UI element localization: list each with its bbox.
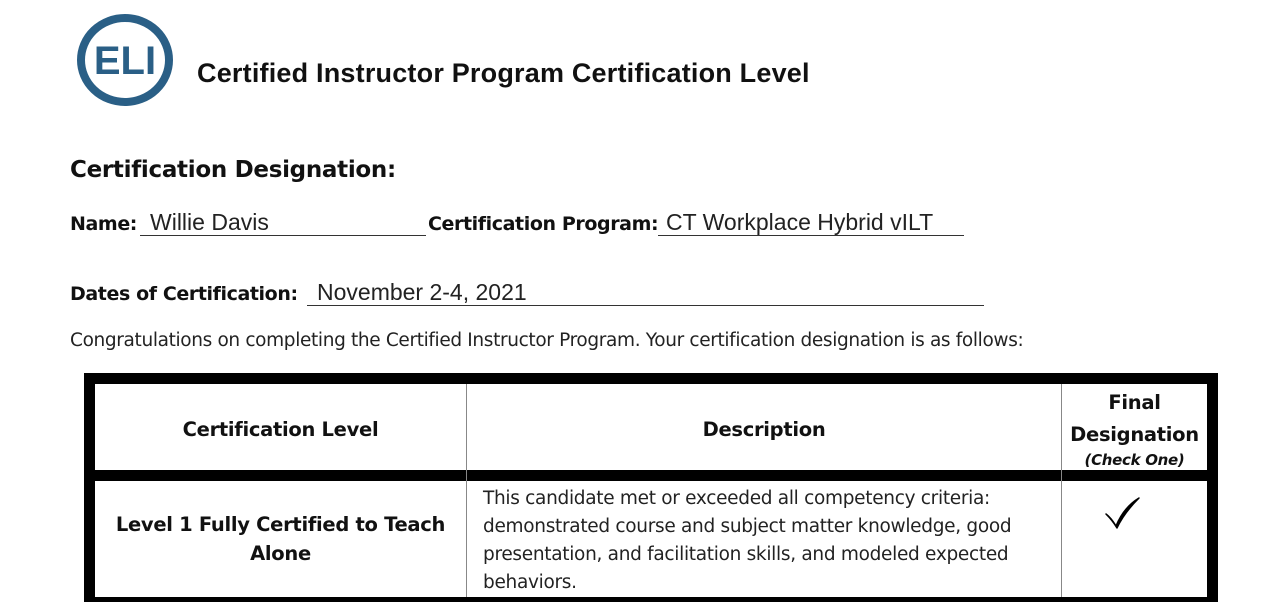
checkmark-icon[interactable] [1103, 495, 1143, 531]
column-divider [466, 384, 467, 597]
header-designation: Designation [1070, 423, 1199, 446]
description-line: behaviors. [483, 572, 577, 593]
eli-logo [74, 12, 176, 108]
description-line: This candidate met or exceeded all competency criteria: [483, 488, 990, 509]
eli-logo-mark [74, 12, 176, 108]
header-check-one: (Check One) [1084, 451, 1185, 469]
section-title: Certification Designation: [70, 157, 396, 183]
name-field[interactable]: Willie Davis [140, 209, 426, 236]
program-field[interactable]: CT Workplace Hybrid vILT [658, 209, 964, 236]
table-border-bottom [84, 597, 1218, 602]
table-border-right [1207, 373, 1218, 602]
level-name-line1: Level 1 Fully Certified to Teach [115, 513, 446, 536]
description-line: presentation, and facilitation skills, and modeled expected [483, 544, 1009, 565]
header-certification-level: Certification Level [182, 418, 379, 441]
dates-label: Dates of Certification: [70, 283, 298, 305]
table-border-top [84, 373, 1218, 384]
certification-table [84, 373, 1218, 602]
name-label: Name: [70, 213, 138, 235]
intro-text: Congratulations on completing the Certified Instructor Program. Your certification designation is as follows: [70, 330, 1024, 351]
header-description: Description [702, 418, 826, 441]
level-name-line2: Alone [250, 542, 311, 565]
column-divider [1061, 384, 1062, 597]
description-line: demonstrated course and subject matter knowledge, good [483, 516, 1012, 537]
table-border-left [84, 373, 95, 602]
dates-field[interactable]: November 2-4, 2021 [307, 279, 984, 306]
header-final: Final [1108, 391, 1161, 414]
program-label: Certification Program: [428, 213, 659, 235]
table-header-divider [84, 470, 1218, 481]
page-title: Certified Instructor Program Certification Level [197, 58, 810, 88]
logo-text: ELI [93, 39, 157, 83]
